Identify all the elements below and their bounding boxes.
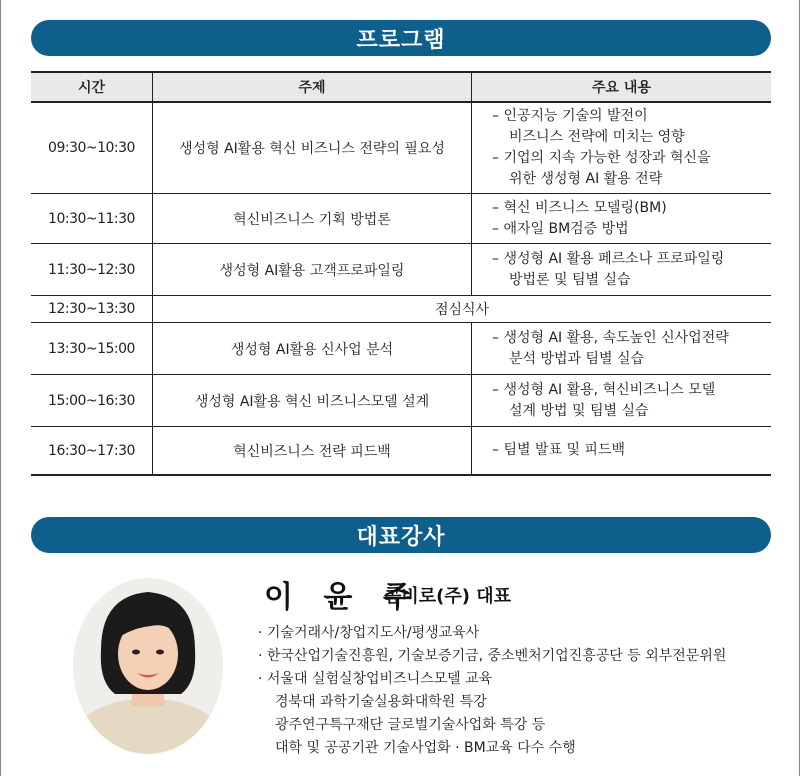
row-time: 11:30~12:30 [31, 244, 153, 296]
table-header-row [31, 72, 771, 102]
table-row [31, 244, 771, 296]
detail-line: 비즈니스 전략에 미치는 영향 [509, 129, 685, 145]
row-topic: 생성형 AI활용 고객프로파일링 [153, 244, 472, 296]
speaker-section-label: 대표강사 [356, 524, 446, 550]
row-details [472, 102, 772, 194]
header-details: 주요 내용 [472, 72, 772, 102]
bio-line: · 한국산업기술진흥원, 기술보증기금, 중소벤처기업진흥공단 등 외부전문위원 [258, 648, 727, 664]
row-details [472, 323, 772, 375]
row-topic: 생성형 AI활용 혁신 비즈니스모델 설계 [153, 375, 472, 427]
detail-line: 위한 생성형 AI 활용 전략 [509, 171, 663, 187]
speaker-photo [73, 578, 223, 754]
row-details [472, 427, 772, 476]
row-time: 16:30~17:30 [31, 427, 153, 476]
row-topic: 생성형 AI활용 혁신 비즈니스 전략의 필요성 [153, 102, 472, 194]
speaker-name: 이 윤 주 [264, 580, 422, 615]
detail-line: – 기업의 지속 가능한 성장과 혁신을 [492, 150, 711, 166]
bio-line: 광주연구특구재단 글로벌기술사업화 특강 등 [275, 717, 546, 733]
row-topic: 혁신비즈니스 전략 피드백 [153, 427, 472, 476]
detail-line: – 생성형 AI 활용 페르소나 프로파일링 [492, 250, 725, 267]
program-table [31, 71, 771, 476]
detail-line: 방법론 및 팀별 실습 [509, 271, 631, 288]
table-row [31, 323, 771, 375]
row-time: 13:30~15:00 [31, 323, 153, 375]
detail-line: – 생성형 AI 활용, 속도높인 신사업전략 [492, 329, 729, 346]
bio-line: · 서울대 실험실창업비즈니스모델 교육 [258, 671, 493, 687]
program-title: 프로그램 [356, 27, 446, 53]
detail-line: – 혁신 비즈니스 모델링(BM) [492, 199, 667, 216]
speaker-bio [258, 622, 726, 760]
row-topic: 혁신비즈니스 기획 방법론 [153, 194, 472, 244]
speaker-role: 콤비로(주) 대표 [384, 586, 512, 607]
detail-line: – 인공지능 기술의 발전이 [492, 108, 648, 124]
row-time: 12:30~13:30 [31, 296, 153, 323]
program-section-title [31, 20, 771, 56]
row-time: 09:30~10:30 [31, 102, 153, 194]
detail-line: – 애자일 BM검증 방법 [492, 220, 629, 237]
lunch-cell: 점심식사 [153, 296, 772, 323]
row-details [472, 375, 772, 427]
detail-line: – 생성형 AI 활용, 혁신비즈니스 모델 [492, 381, 716, 398]
row-topic: 생성형 AI활용 신사업 분석 [153, 323, 472, 375]
row-time: 15:00~16:30 [31, 375, 153, 427]
bio-line: 대학 및 공공기관 기술사업화 · BM교육 다수 수행 [275, 740, 576, 756]
table-row [31, 427, 771, 476]
row-time: 10:30~11:30 [31, 194, 153, 244]
header-time: 시간 [31, 72, 153, 102]
speaker-section-title [31, 517, 771, 553]
table-row [31, 102, 771, 194]
bio-line: · 기술거래사/창업지도사/평생교육사 [258, 625, 480, 641]
table-row [31, 375, 771, 427]
table-row [31, 194, 771, 244]
bio-line: 경북대 과학기술실용화대학원 특강 [275, 694, 487, 710]
speaker-portrait-image [73, 578, 223, 754]
detail-line: 설계 방법 및 팀별 실습 [509, 402, 649, 419]
header-topic: 주제 [153, 72, 472, 102]
table-row [31, 296, 771, 323]
row-details [472, 244, 772, 296]
detail-line: – 팀별 발표 및 피드백 [492, 442, 625, 458]
detail-line: 분석 방법과 팀별 실습 [509, 350, 645, 367]
row-details [472, 194, 772, 244]
